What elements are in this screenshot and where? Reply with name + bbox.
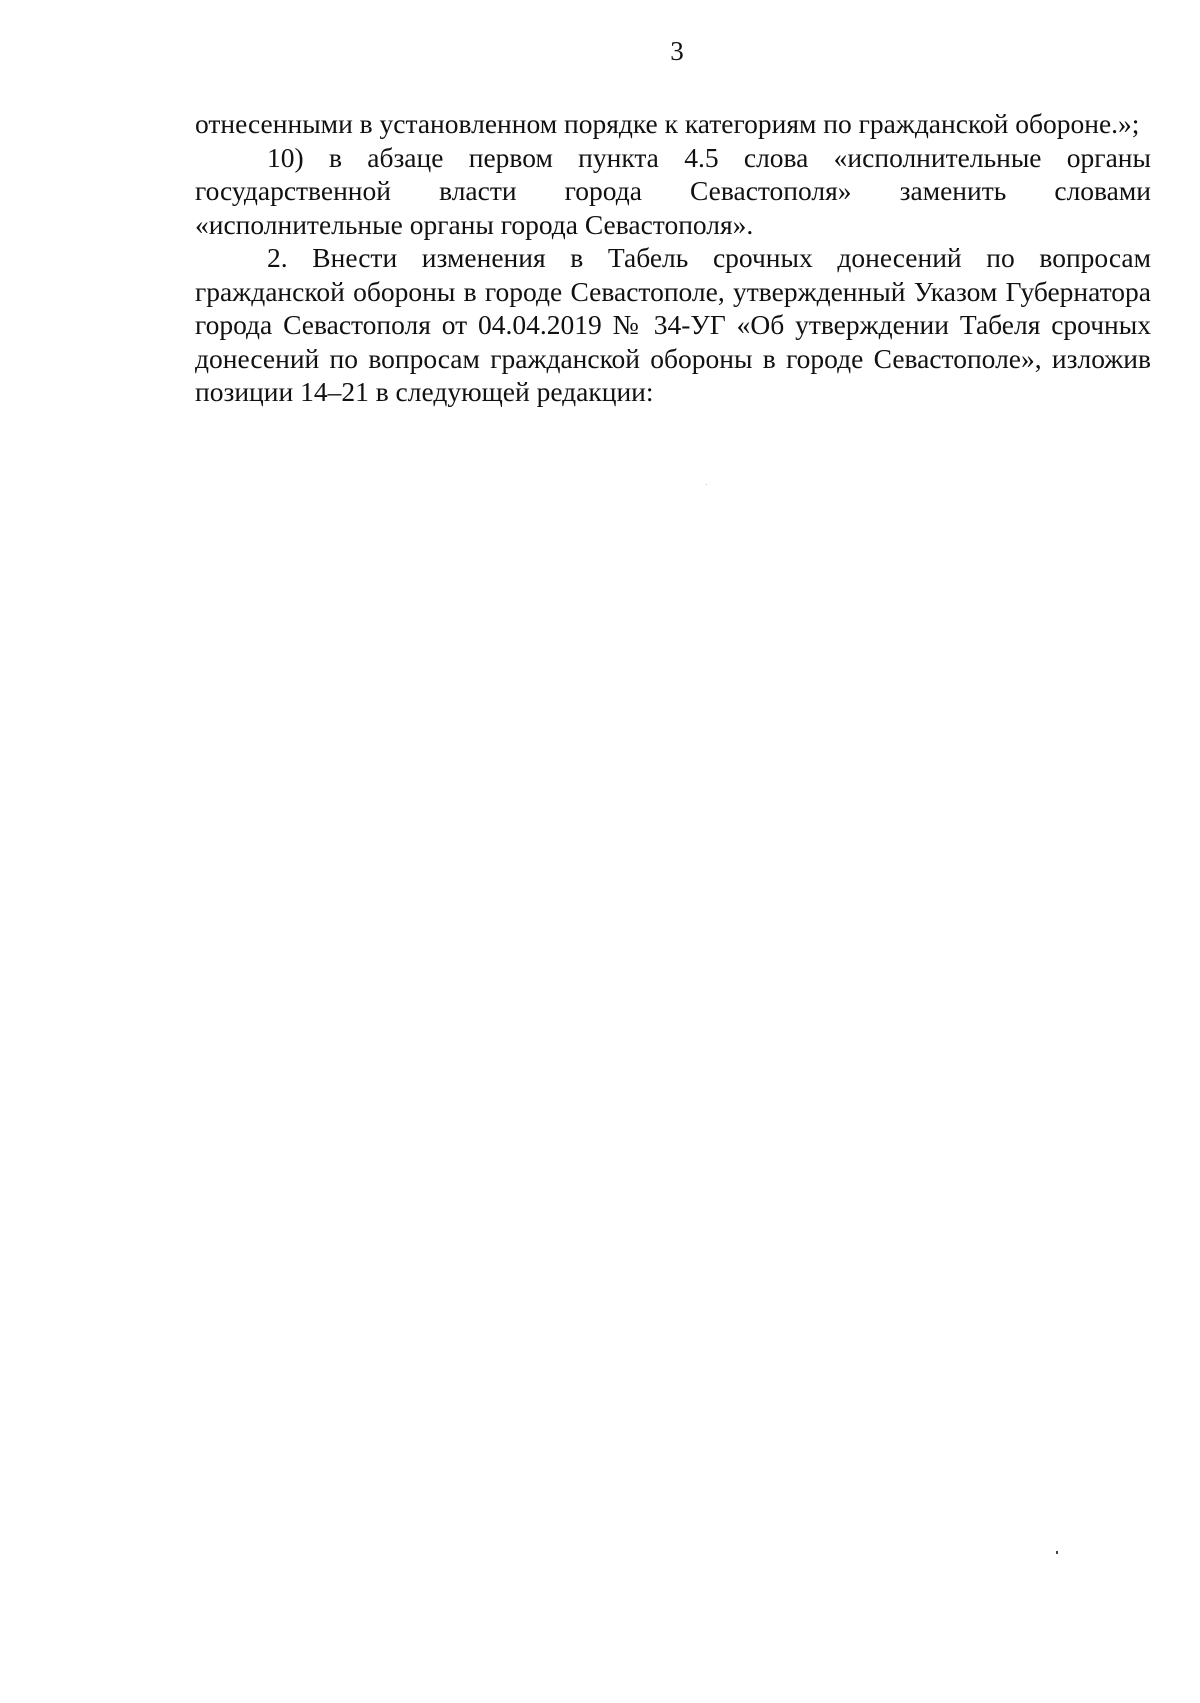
scan-speck <box>1056 1551 1058 1554</box>
paragraph-item-10: 10) в абзаце первом пункта 4.5 слова «исполнительные органы государственной власти города Севастополя» заменить словами «исполнительные органы города Севастополя». <box>195 141 1151 240</box>
document-body <box>195 107 1151 409</box>
scan-speck <box>706 484 707 485</box>
paragraph-item-2: 2. Внести изменения в Табель срочных донесений по вопросам гражданской обороны в городе Севастополе, утвержденный Указом Губернатора города Севастополя от 04.04.2019 № 34-УГ «Об утверждении Табеля срочных донесений по вопросам гражданской обороны в городе Севастополе», изложив позиции 14–21 в следующей редакции: <box>195 242 1151 407</box>
page-number: 3 <box>670 36 684 66</box>
paragraph-continuation: отнесенными в установленном порядке к категориям по гражданской обороне.»; <box>195 108 1140 139</box>
